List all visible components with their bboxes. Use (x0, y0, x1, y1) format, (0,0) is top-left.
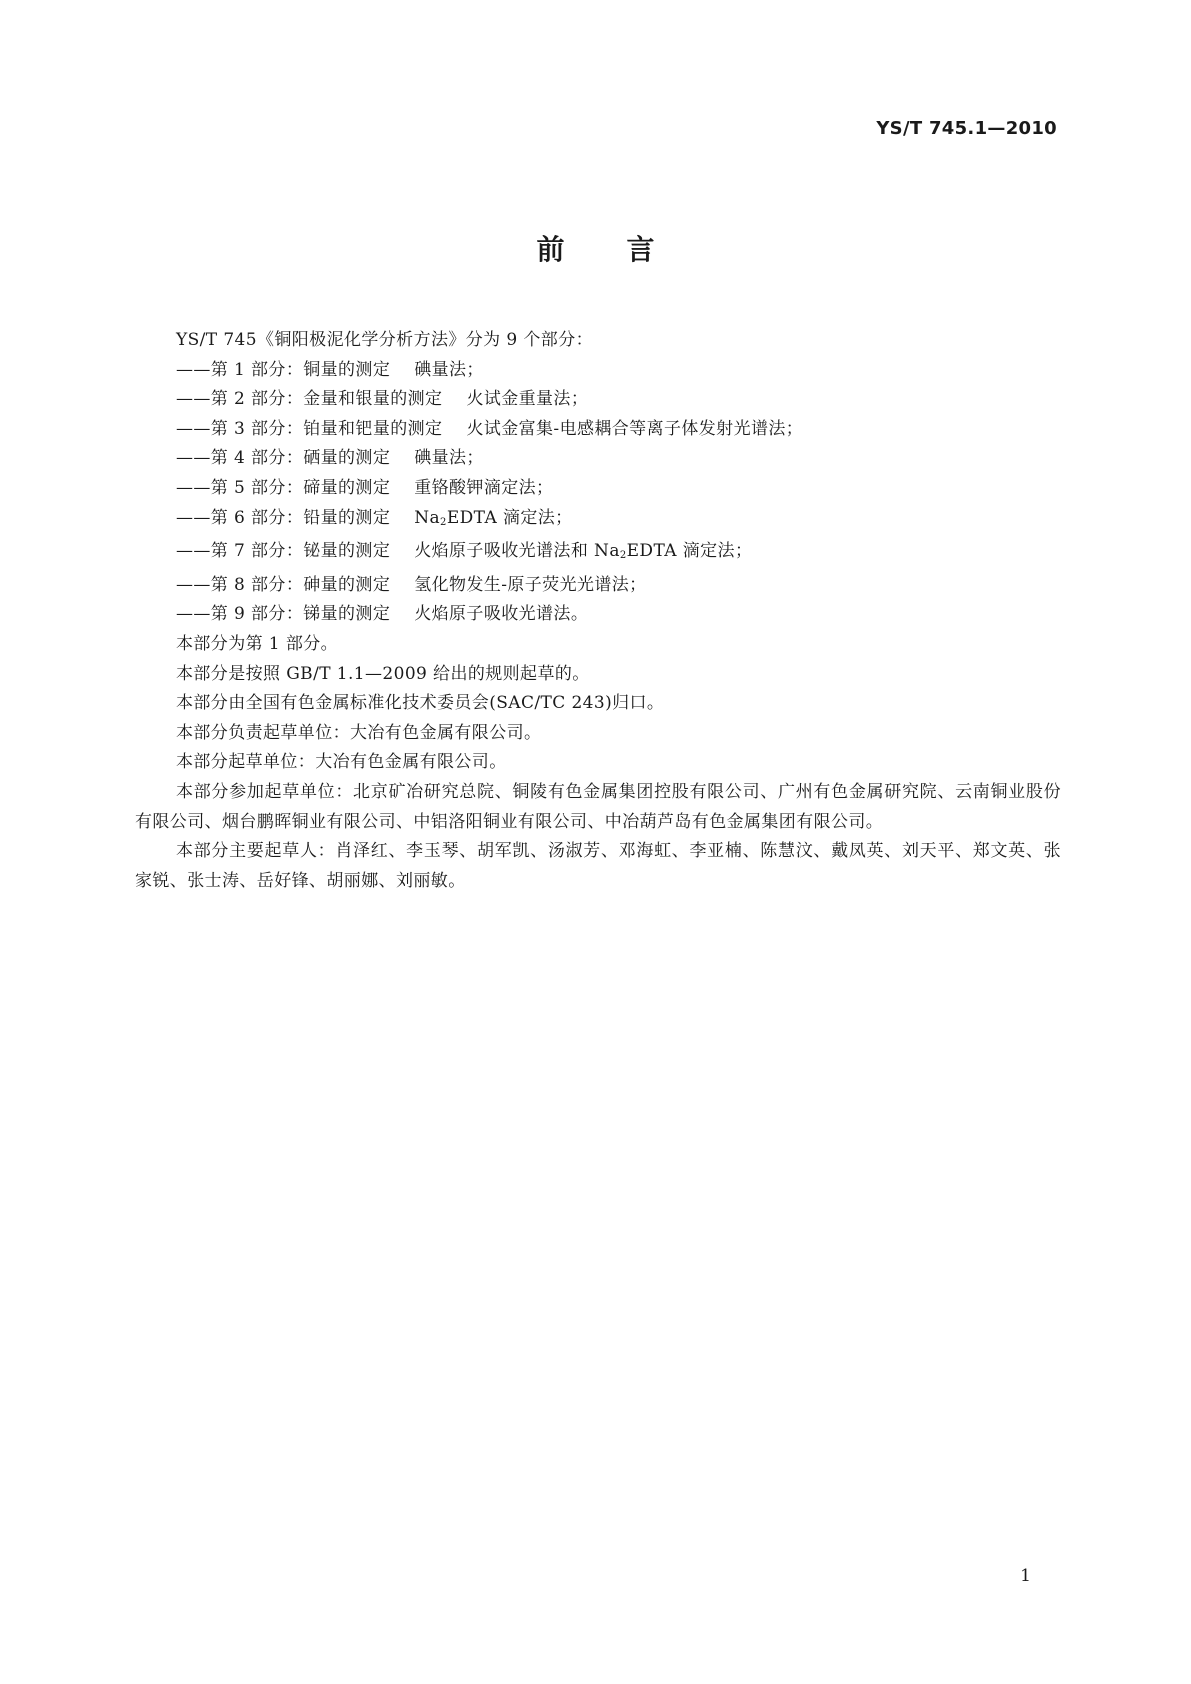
part-method: 火焰原子吸收光谱法和 Na (414, 541, 620, 562)
part-item-6 (135, 504, 1061, 538)
paragraph-drafting-unit: 本部分起草单位：大冶有色金属有限公司。 (176, 752, 507, 773)
part-item-4 (135, 444, 1061, 474)
paragraph-participating-units: 本部分参加起草单位：北京矿冶研究总院、铜陵有色金属集团控股有限公司、广州有色金属研究院、云南铜业股份有限公司、烟台鹏晖铜业有限公司、中铝洛阳铜业有限公司、中冶葫芦岛有色金属集团有限公司。 (135, 781, 1061, 832)
paragraph-drafting-rules: 本部分是按照 GB/T 1.1—2009 给出的规则起草的。 (176, 663, 590, 684)
part-label: ——第 3 部分：铂量和钯量的测定 (176, 418, 443, 439)
part-label: ——第 2 部分：金量和银量的测定 (176, 389, 443, 410)
part-method: 重铬酸钾滴定法； (414, 477, 554, 498)
part-method: 氢化物发生-原子荧光光谱法； (414, 574, 647, 595)
page-number: 1 (1020, 1566, 1031, 1586)
part-label: ——第 4 部分：硒量的测定 (176, 448, 391, 469)
part-method: 碘量法； (414, 448, 484, 469)
part-item-5 (135, 474, 1061, 504)
preface-body (135, 326, 1061, 896)
part-method: 火试金重量法； (466, 389, 589, 410)
part-method: Na (414, 507, 441, 528)
paragraph-drafters: 本部分主要起草人：肖泽红、李玉琴、胡军凯、汤淑芳、邓海虹、李亚楠、陈慧汶、戴凤英、刘天平、郑文英、张家锐、张士涛、岳好锋、胡丽娜、刘丽敏。 (135, 841, 1061, 891)
standard-code: YS/T 745.1—2010 (876, 118, 1057, 139)
part-item-8 (135, 571, 1061, 601)
part-label: ——第 6 部分：铅量的测定 (176, 507, 391, 528)
page-title: 前言 (536, 233, 717, 266)
paragraph-committee: 本部分由全国有色金属标准化技术委员会(SAC/TC 243)归口。 (176, 693, 665, 714)
part-item-9 (135, 600, 1061, 630)
part-label: ——第 9 部分：锑量的测定 (176, 604, 391, 625)
part-method-tail: EDTA 滴定法； (626, 541, 753, 562)
part-method: 火试金富集-电感耦合等离子体发射光谱法； (466, 418, 804, 439)
part-method-tail: EDTA 滴定法； (446, 507, 573, 528)
part-item-2 (135, 385, 1061, 415)
part-label: ——第 7 部分：铋量的测定 (176, 541, 391, 562)
paragraph-part-number: 本部分为第 1 部分。 (176, 633, 339, 654)
paragraph-responsible-unit: 本部分负责起草单位：大冶有色金属有限公司。 (176, 722, 542, 743)
intro-paragraph: YS/T 745《铜阳极泥化学分析方法》分为 9 个部分： (176, 330, 594, 350)
part-label: ——第 8 部分：砷量的测定 (176, 574, 391, 595)
part-label: ——第 1 部分：铜量的测定 (176, 359, 391, 380)
part-method: 碘量法； (414, 359, 484, 380)
part-item-1 (135, 356, 1061, 386)
part-item-7 (135, 537, 1061, 571)
subscript: 2 (619, 550, 627, 562)
subscript: 2 (440, 516, 447, 528)
part-label: ——第 5 部分：碲量的测定 (176, 477, 391, 498)
part-method: 火焰原子吸收光谱法。 (414, 604, 589, 625)
part-item-3 (135, 415, 1061, 445)
